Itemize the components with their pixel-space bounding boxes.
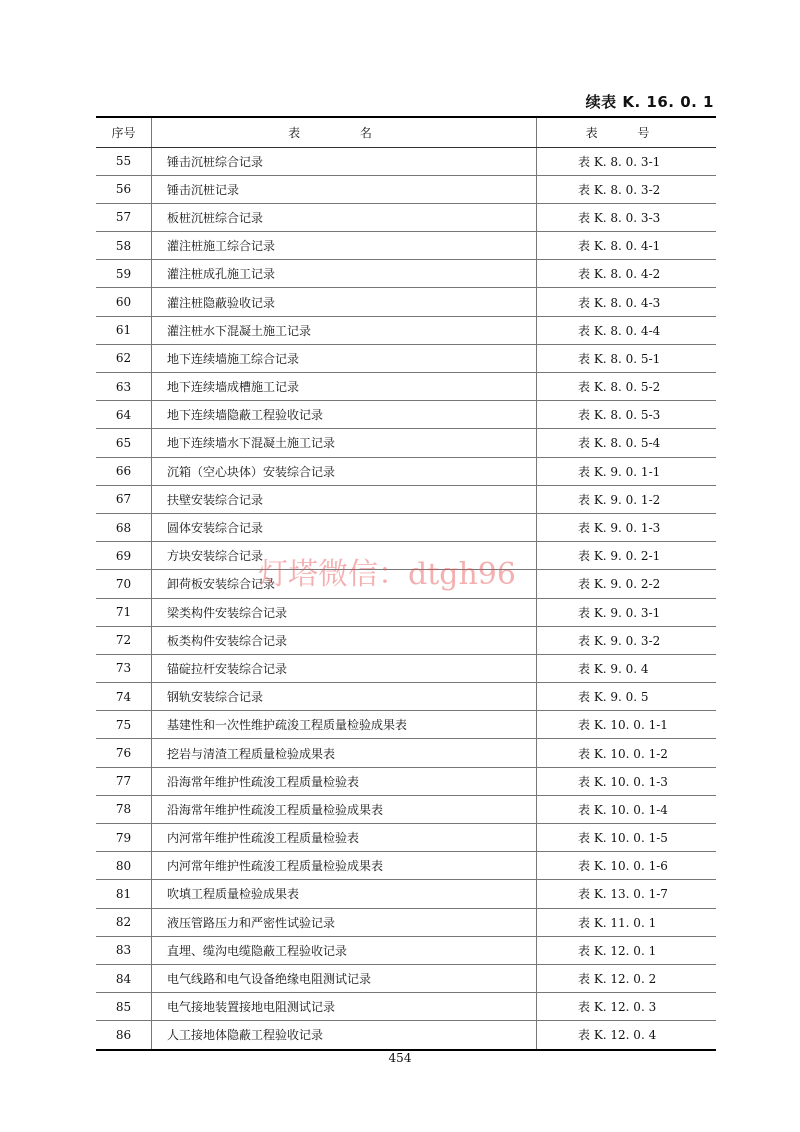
table-row <box>96 175 716 203</box>
table-row <box>96 993 716 1021</box>
table-row <box>96 288 716 316</box>
row-serial-number: 58 <box>96 232 152 260</box>
table-row <box>96 344 716 372</box>
row-serial-number: 85 <box>96 993 152 1021</box>
row-form-name: 方块安装综合记录 <box>152 542 537 570</box>
table-row <box>96 767 716 795</box>
row-form-code: 表 K. 9. 0. 4 <box>537 654 717 682</box>
table-row <box>96 203 716 231</box>
row-form-code: 表 K. 8. 0. 5-4 <box>537 429 717 457</box>
page-number: 454 <box>388 1051 412 1065</box>
row-serial-number: 84 <box>96 964 152 992</box>
row-serial-number: 57 <box>96 203 152 231</box>
row-form-code: 表 K. 10. 0. 1-4 <box>537 795 717 823</box>
row-serial-number: 80 <box>96 852 152 880</box>
row-form-code: 表 K. 8. 0. 5-3 <box>537 401 717 429</box>
table-row <box>96 1021 716 1050</box>
table-row <box>96 570 716 598</box>
table-row <box>96 598 716 626</box>
row-form-name: 钢轨安装综合记录 <box>152 683 537 711</box>
row-form-name: 沿海常年维护性疏浚工程质量检验成果表 <box>152 795 537 823</box>
table-row <box>96 542 716 570</box>
row-form-name: 吹填工程质量检验成果表 <box>152 880 537 908</box>
row-serial-number: 59 <box>96 260 152 288</box>
table-body <box>96 147 716 1050</box>
table-row <box>96 739 716 767</box>
row-form-code: 表 K. 8. 0. 3-1 <box>537 147 717 175</box>
row-form-name: 沉箱（空心块体）安装综合记录 <box>152 457 537 485</box>
row-serial-number: 63 <box>96 373 152 401</box>
table-row <box>96 260 716 288</box>
table-row <box>96 147 716 175</box>
row-serial-number: 78 <box>96 795 152 823</box>
table-row <box>96 401 716 429</box>
row-serial-number: 60 <box>96 288 152 316</box>
table-row <box>96 880 716 908</box>
table-row <box>96 964 716 992</box>
row-form-code: 表 K. 9. 0. 1-3 <box>537 513 717 541</box>
row-form-code: 表 K. 12. 0. 3 <box>537 993 717 1021</box>
table-row <box>96 513 716 541</box>
row-serial-number: 70 <box>96 570 152 598</box>
row-form-name: 电气接地装置接地电阻测试记录 <box>152 993 537 1021</box>
table-row <box>96 429 716 457</box>
row-form-code: 表 K. 13. 0. 1-7 <box>537 880 717 908</box>
row-serial-number: 71 <box>96 598 152 626</box>
row-form-code: 表 K. 12. 0. 1 <box>537 936 717 964</box>
row-serial-number: 66 <box>96 457 152 485</box>
table-row <box>96 316 716 344</box>
row-form-name: 挖岩与清渣工程质量检验成果表 <box>152 739 537 767</box>
row-serial-number: 61 <box>96 316 152 344</box>
row-form-name: 基建性和一次性维护疏浚工程质量检验成果表 <box>152 711 537 739</box>
row-serial-number: 68 <box>96 513 152 541</box>
row-serial-number: 82 <box>96 908 152 936</box>
table-row <box>96 824 716 852</box>
row-form-name: 锚碇拉杆安装综合记录 <box>152 654 537 682</box>
row-form-code: 表 K. 9. 0. 1-2 <box>537 485 717 513</box>
row-form-code: 表 K. 8. 0. 3-2 <box>537 175 717 203</box>
table-row <box>96 908 716 936</box>
row-form-code: 表 K. 9. 0. 3-1 <box>537 598 717 626</box>
row-form-code: 表 K. 8. 0. 5-2 <box>537 373 717 401</box>
form-index-table <box>96 116 716 1051</box>
row-form-code: 表 K. 10. 0. 1-5 <box>537 824 717 852</box>
row-form-code: 表 K. 8. 0. 5-1 <box>537 344 717 372</box>
row-form-code: 表 K. 10. 0. 1-6 <box>537 852 717 880</box>
row-form-code: 表 K. 10. 0. 1-1 <box>537 711 717 739</box>
row-form-name: 灌注桩成孔施工记录 <box>152 260 537 288</box>
row-form-name: 地下连续墙施工综合记录 <box>152 344 537 372</box>
table-row <box>96 654 716 682</box>
row-form-name: 人工接地体隐蔽工程验收记录 <box>152 1021 537 1050</box>
row-form-name: 灌注桩施工综合记录 <box>152 232 537 260</box>
table-row <box>96 485 716 513</box>
row-serial-number: 62 <box>96 344 152 372</box>
row-form-name: 电气线路和电气设备绝缘电阻测试记录 <box>152 964 537 992</box>
row-form-code: 表 K. 8. 0. 4-2 <box>537 260 717 288</box>
table-caption: 续表 K. 16. 0. 1 <box>585 93 714 111</box>
row-form-name: 直埋、缆沟电缆隐蔽工程验收记录 <box>152 936 537 964</box>
row-serial-number: 55 <box>96 147 152 175</box>
row-form-code: 表 K. 8. 0. 4-1 <box>537 232 717 260</box>
table-row <box>96 626 716 654</box>
row-form-name: 圆体安装综合记录 <box>152 513 537 541</box>
row-form-code: 表 K. 9. 0. 2-1 <box>537 542 717 570</box>
row-serial-number: 56 <box>96 175 152 203</box>
row-serial-number: 72 <box>96 626 152 654</box>
row-form-code: 表 K. 9. 0. 1-1 <box>537 457 717 485</box>
row-form-name: 地下连续墙水下混凝土施工记录 <box>152 429 537 457</box>
row-serial-number: 79 <box>96 824 152 852</box>
row-serial-number: 73 <box>96 654 152 682</box>
row-form-name: 锤击沉桩记录 <box>152 175 537 203</box>
row-serial-number: 64 <box>96 401 152 429</box>
table-row <box>96 852 716 880</box>
row-form-name: 板类构件安装综合记录 <box>152 626 537 654</box>
table-row <box>96 373 716 401</box>
row-serial-number: 83 <box>96 936 152 964</box>
row-form-code: 表 K. 10. 0. 1-2 <box>537 739 717 767</box>
watermark: 灯塔微信：dtgh96 <box>258 557 516 592</box>
row-form-code: 表 K. 12. 0. 4 <box>578 1028 657 1043</box>
row-form-code: 表 K. 9. 0. 3-2 <box>537 626 717 654</box>
header-serial-number: 序号 <box>96 117 152 147</box>
table-row <box>96 457 716 485</box>
row-form-code: 表 K. 8. 0. 3-3 <box>537 203 717 231</box>
row-form-name: 内河常年维护性疏浚工程质量检验表 <box>152 824 537 852</box>
row-serial-number: 67 <box>96 485 152 513</box>
table-row <box>96 683 716 711</box>
row-form-name: 液压管路压力和严密性试验记录 <box>152 908 537 936</box>
row-form-code: 表 K. 8. 0. 4-4 <box>537 316 717 344</box>
row-serial-number: 77 <box>96 767 152 795</box>
table-row <box>96 936 716 964</box>
row-form-name: 沿海常年维护性疏浚工程质量检验表 <box>152 767 537 795</box>
row-form-name: 灌注桩水下混凝土施工记录 <box>152 316 537 344</box>
header-form-code: 表 号 <box>537 117 717 147</box>
row-form-code: 表 K. 12. 0. 2 <box>537 964 717 992</box>
row-form-code: 表 K. 8. 0. 4-3 <box>537 288 717 316</box>
table-header-row <box>96 117 716 147</box>
row-serial-number: 81 <box>96 880 152 908</box>
row-form-code: 表 K. 9. 0. 5 <box>537 683 717 711</box>
row-serial-number: 65 <box>96 429 152 457</box>
row-form-code: 表 K. 9. 0. 2-2 <box>537 570 717 598</box>
row-serial-number: 69 <box>96 542 152 570</box>
row-form-name: 扶壁安装综合记录 <box>152 485 537 513</box>
row-form-name: 锤击沉桩综合记录 <box>152 147 537 175</box>
header-form-name: 表 名 <box>152 117 537 147</box>
row-serial-number: 86 <box>96 1021 152 1050</box>
table-row <box>96 232 716 260</box>
row-form-name: 卸荷板安装综合记录 <box>152 570 537 598</box>
row-form-name: 地下连续墙隐蔽工程验收记录 <box>152 401 537 429</box>
row-form-name: 灌注桩隐蔽验收记录 <box>152 288 537 316</box>
table-row <box>96 711 716 739</box>
row-form-name: 梁类构件安装综合记录 <box>152 598 537 626</box>
row-form-name: 内河常年维护性疏浚工程质量检验成果表 <box>152 852 537 880</box>
row-serial-number: 75 <box>96 711 152 739</box>
row-form-name: 地下连续墙成槽施工记录 <box>152 373 537 401</box>
row-serial-number: 76 <box>96 739 152 767</box>
row-serial-number: 74 <box>96 683 152 711</box>
table-row <box>96 795 716 823</box>
row-form-code: 表 K. 10. 0. 1-3 <box>537 767 717 795</box>
row-form-name: 板桩沉桩综合记录 <box>152 203 537 231</box>
row-form-code: 表 K. 11. 0. 1 <box>537 908 717 936</box>
